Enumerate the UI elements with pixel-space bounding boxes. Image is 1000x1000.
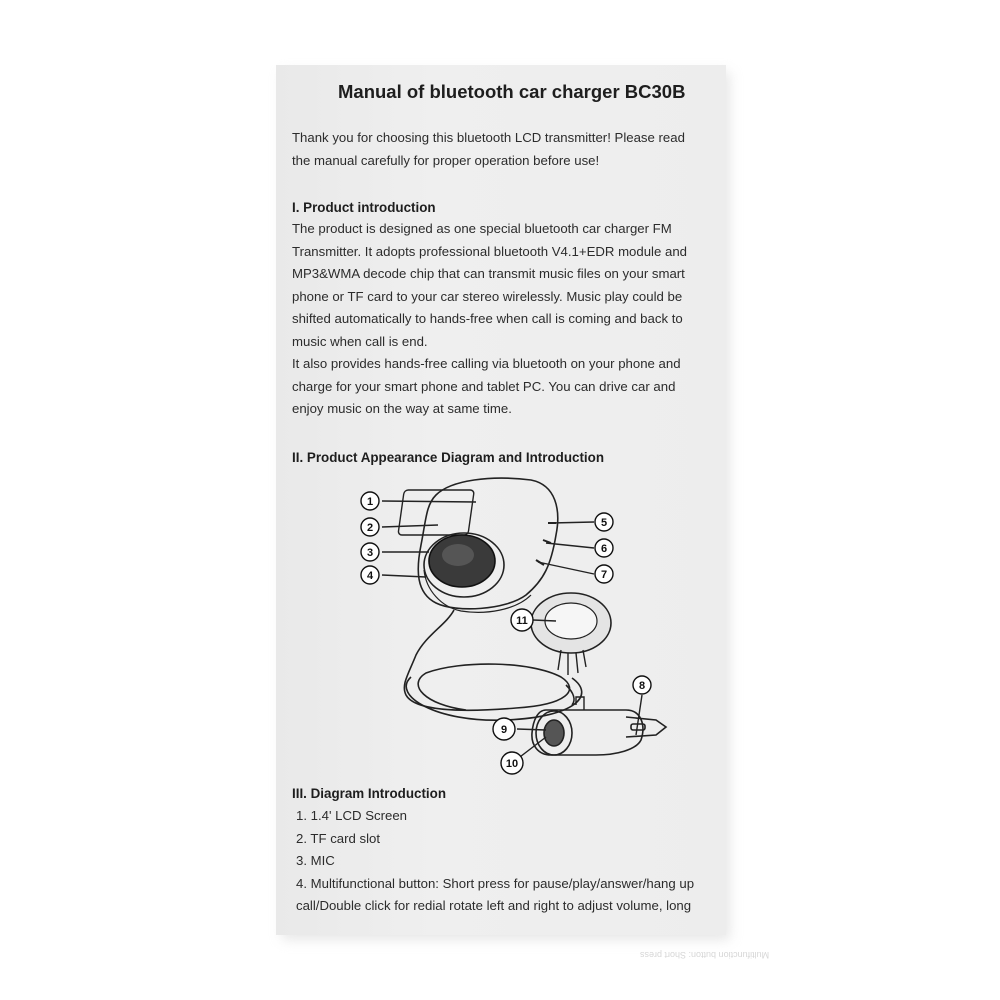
cable-coil	[406, 677, 581, 720]
text-line: The product is designed as one special bluetooth car charger FM	[292, 221, 672, 236]
text-line: charge for your smart phone and tablet PC. You can drive car and	[292, 378, 676, 394]
section-heading-appearance-diagram: II. Product Appearance Diagram and Introduction	[292, 450, 604, 465]
callout-2: 2	[366, 522, 374, 534]
callout-6: 6	[600, 543, 608, 555]
callout-4: 4	[366, 570, 374, 582]
text-line: the manual carefully for proper operation before use!	[292, 152, 600, 168]
text-line: enjoy music on the way at same time.	[292, 401, 512, 416]
list-item: 2. TF card slot	[296, 830, 381, 846]
thank-you-paragraph	[292, 127, 685, 172]
list-item: 1. 1.4' LCD Screen	[296, 808, 408, 823]
list-item: 3. MIC	[296, 853, 335, 868]
section-heading-product-introduction: I. Product introduction	[292, 200, 436, 215]
section-heading-diagram-introduction: III. Diagram Introduction	[292, 786, 446, 801]
callout-3: 3	[366, 547, 374, 559]
callout-11: 11	[516, 615, 528, 627]
reverse-side-bleed-text: Multifunction button: Short press	[640, 950, 770, 960]
text-line: MP3&WMA decode chip that can transmit music files on your smart	[292, 266, 685, 281]
text-line: Thank you for choosing this bluetooth LCD transmitter! Please read	[292, 130, 685, 145]
callout-1: 1	[366, 496, 374, 508]
text-line: phone or TF card to your car stereo wirelessly. Music play could be	[292, 288, 683, 304]
callout-9: 9	[500, 724, 508, 736]
product-introduction-body	[292, 218, 687, 421]
text-line: shifted automatically to hands-free when call is coming and back to	[292, 311, 683, 326]
callout-10: 10	[505, 758, 519, 770]
callout-7: 7	[600, 569, 608, 581]
text-line: music when call is end.	[292, 333, 428, 349]
callout-8: 8	[638, 680, 646, 692]
text-line: Transmitter. It adopts professional bluetooth V4.1+EDR module and	[292, 243, 687, 259]
list-item: 4. Multifunctional button: Short press for pause/play/answer/hang up	[296, 875, 695, 891]
manual-sheet	[276, 65, 726, 935]
text-line: It also provides hands-free calling via bluetooth on your phone and	[292, 356, 681, 371]
list-item: call/Double click for redial rotate left and right to adjust volume, long	[296, 898, 692, 913]
product-diagram	[276, 465, 726, 785]
manual-title: Manual of bluetooth car charger BC30B	[338, 81, 686, 102]
diagram-introduction-list	[296, 805, 694, 918]
lcd-screen-shape	[398, 490, 474, 535]
callout-5: 5	[600, 517, 608, 529]
